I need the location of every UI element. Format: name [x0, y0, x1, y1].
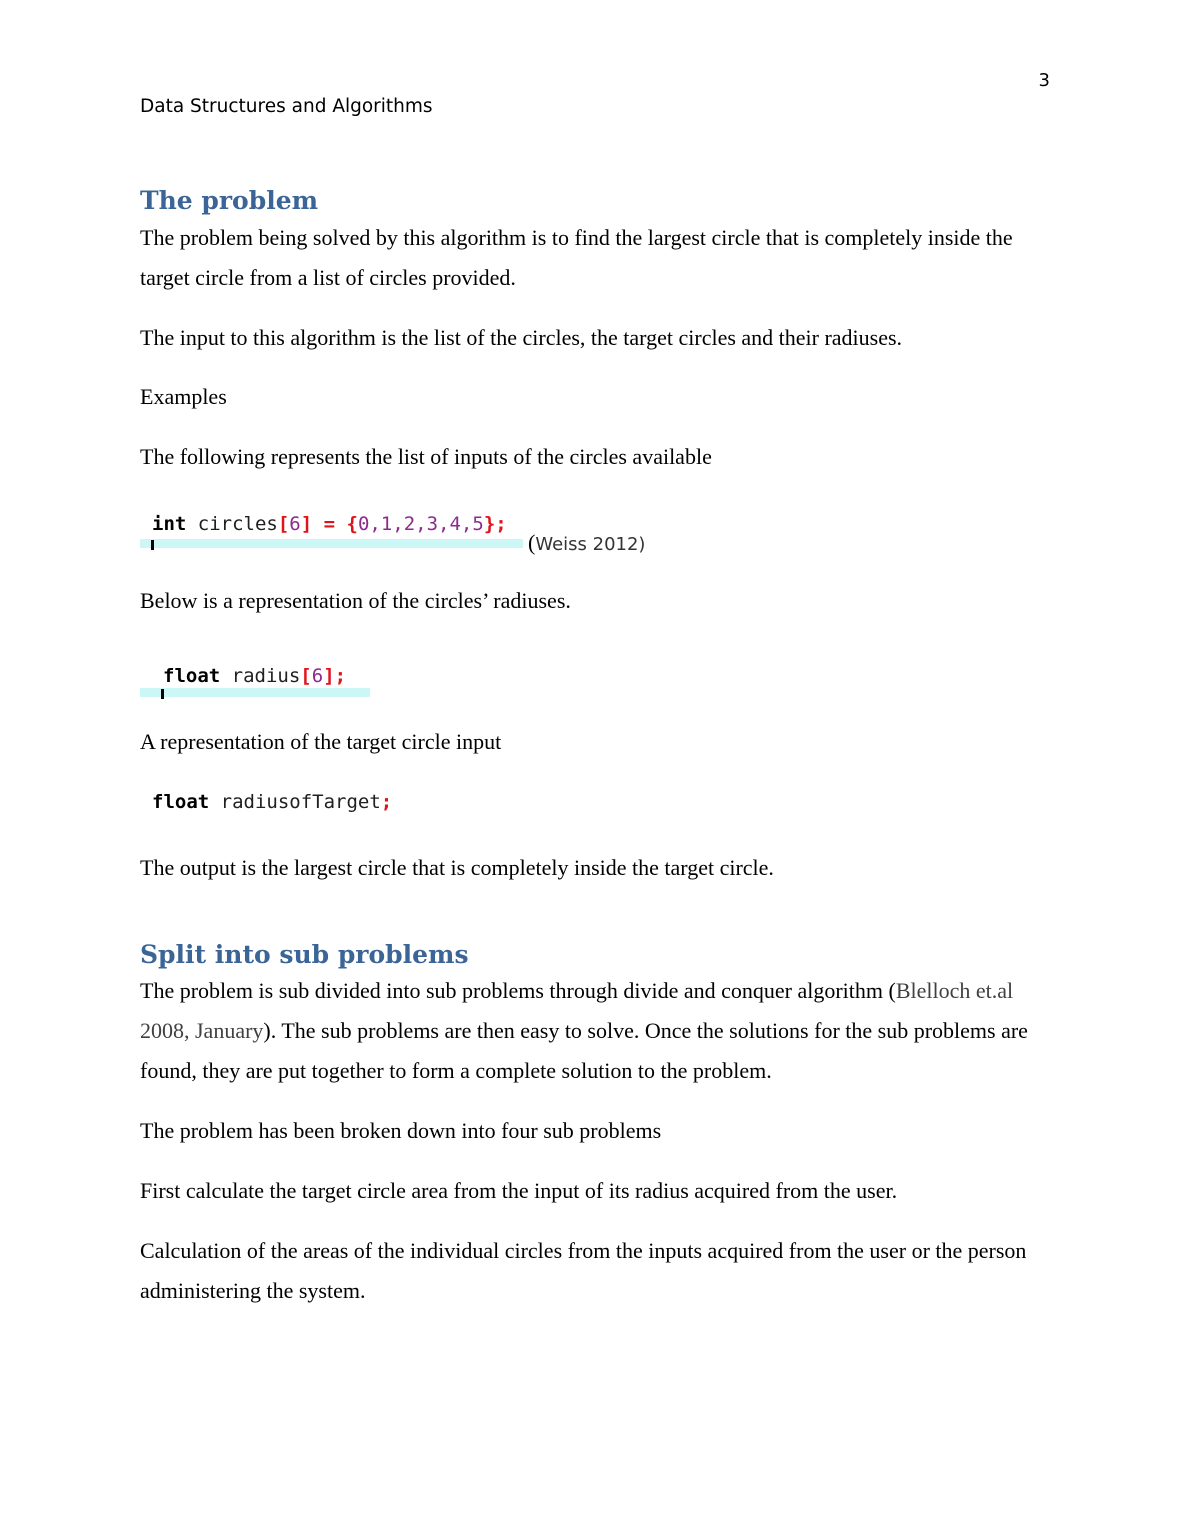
- code-punctuation: ]: [300, 513, 313, 535]
- code-punctuation: [: [300, 665, 312, 687]
- code-line-circles: [152, 512, 507, 536]
- text-caret: [151, 540, 154, 550]
- paragraph-list-intro: The following represents the list of inputs of the circles available: [140, 444, 712, 469]
- paragraph-divide-conquer: [140, 971, 1050, 1091]
- paragraph-output-description: The output is the largest circle that is completely inside the target circle.: [140, 855, 774, 880]
- code-keyword: float: [163, 665, 221, 687]
- citation-text: Weiss 2012): [535, 534, 646, 555]
- code-identifier: radius: [220, 665, 301, 687]
- paragraph-target-area: First calculate the target circle area from the input of its radius acquired from the user.: [140, 1178, 898, 1203]
- code-line-radius: [163, 664, 346, 688]
- code-number: 6: [311, 665, 324, 687]
- code-punctuation: };: [483, 513, 507, 535]
- code-keyword: int: [152, 513, 187, 535]
- paragraph-four-sub-problems: The problem has been broken down into four sub problems: [140, 1118, 662, 1143]
- text-caret: [161, 689, 164, 699]
- code-identifier: radiusofTarget: [209, 791, 381, 813]
- paragraph-input-description: The input to this algorithm is the list of the circles, the target circles and their radiuses.: [140, 325, 903, 350]
- paragraph-individual-areas: Calculation of the areas of the individual circles from the inputs acquired from the user or the person administering the system.: [140, 1238, 1027, 1303]
- page-number: 3: [1038, 70, 1050, 91]
- citation-blelloch: Blelloch et.al 2008, January: [140, 978, 1014, 1043]
- paragraph-problem-description: The problem being solved by this algorithm is to find the largest circle that is completely inside the target circle from a list of circles provided.: [140, 225, 1013, 290]
- code-punctuation: = {: [312, 513, 358, 535]
- running-header: Data Structures and Algorithms: [140, 96, 433, 117]
- code-line-target: [152, 790, 392, 814]
- paragraph-target-intro: A representation of the target circle input: [140, 729, 502, 754]
- code-punctuation: ;: [380, 791, 393, 813]
- code-sample-radius: [140, 664, 380, 704]
- section-heading-the-problem: The problem: [140, 186, 319, 215]
- code-number: 0,1,2,3,4,5: [357, 513, 484, 535]
- code-sample-target: [140, 790, 420, 820]
- code-punctuation: ];: [323, 665, 347, 687]
- citation-weiss: [528, 530, 645, 556]
- paragraph-text: The problem is sub divided into sub problems through divide and conquer algorithm (: [140, 978, 896, 1003]
- code-keyword: float: [152, 791, 210, 813]
- code-highlight-bar: [140, 539, 523, 548]
- code-highlight-bar: [140, 688, 370, 697]
- code-sample-circles: [140, 512, 530, 552]
- code-punctuation: [: [277, 513, 290, 535]
- paragraph-radius-intro: Below is a representation of the circles’ radiuses.: [140, 588, 571, 613]
- paragraph-examples: Examples: [140, 384, 227, 409]
- code-identifier: circles: [186, 513, 278, 535]
- section-heading-split-sub-problems: Split into sub problems: [140, 940, 469, 969]
- code-number: 6: [289, 513, 301, 535]
- paragraph-text: ). The sub problems are then easy to solve. Once the solutions for the sub problems are found, they are put together to form a complete solution to the problem.: [140, 1018, 1028, 1083]
- citation-paren: (: [528, 530, 536, 555]
